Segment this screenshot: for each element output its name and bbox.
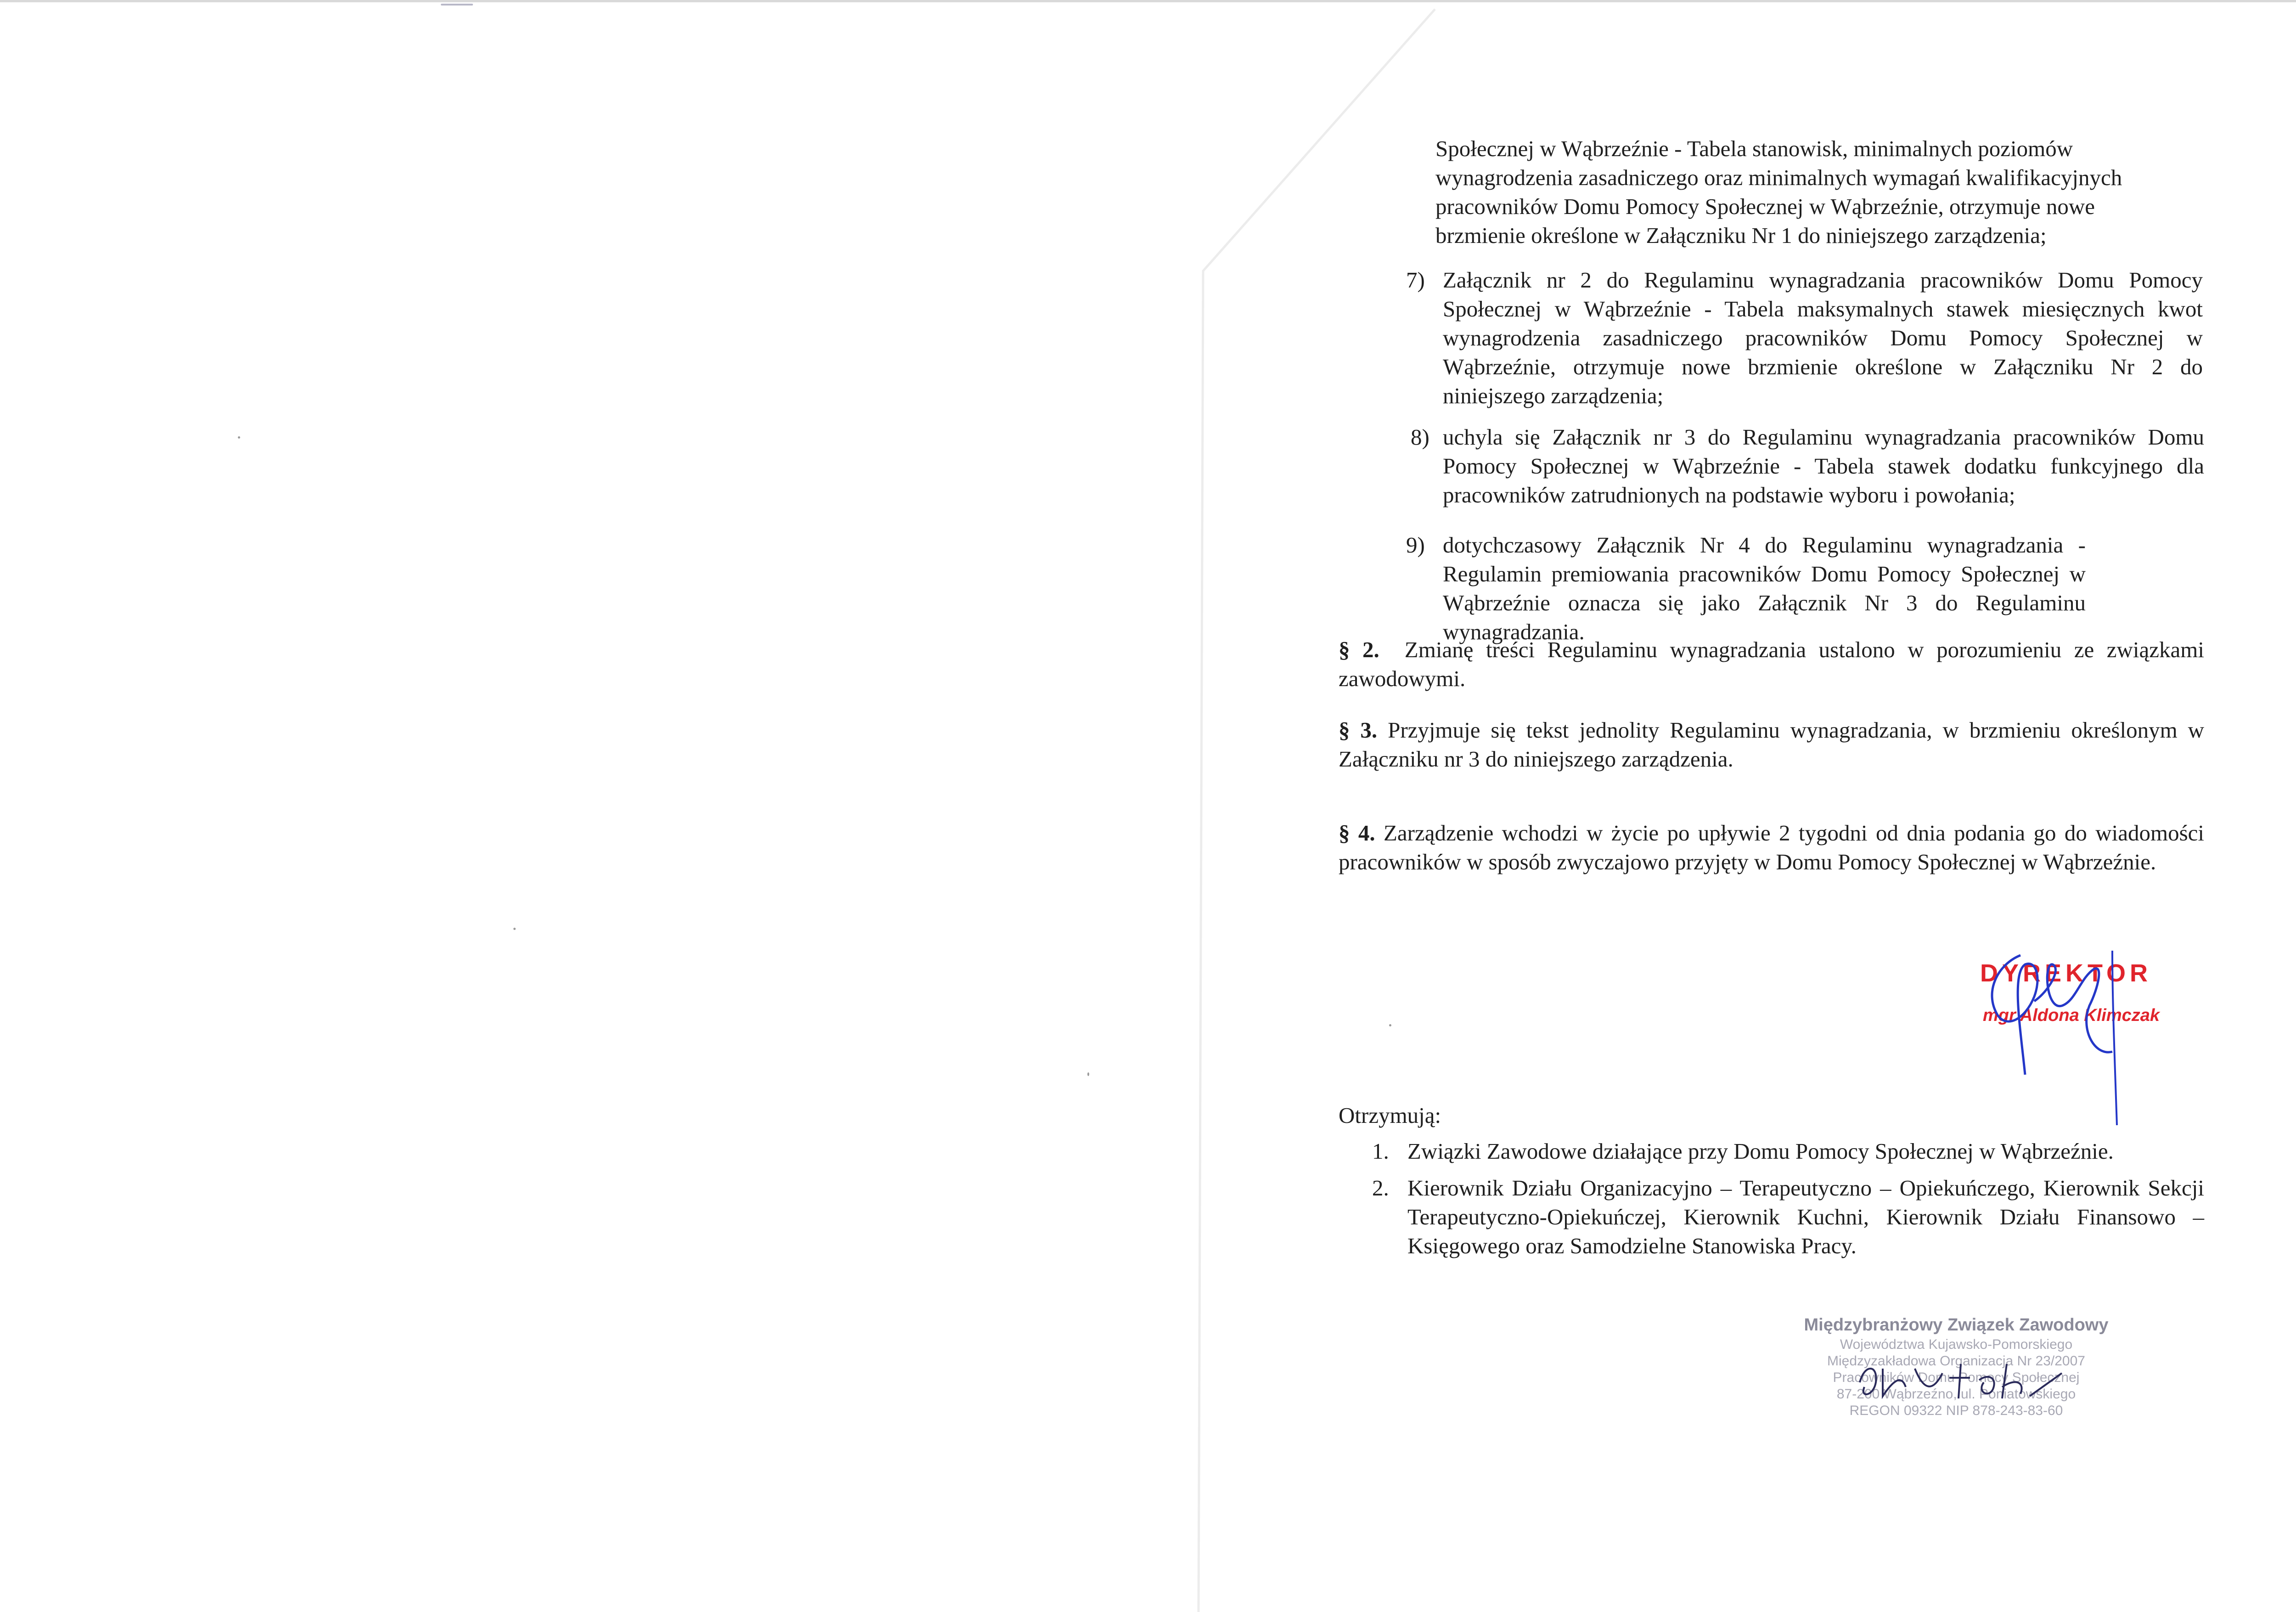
scan-speck xyxy=(441,4,473,6)
recipient-number: 1. xyxy=(1372,1139,1389,1164)
recipient-number: 2. xyxy=(1372,1175,1389,1201)
list-item xyxy=(1406,530,2205,644)
paragraph-4 xyxy=(1339,818,2204,876)
item-number: 9) xyxy=(1406,532,1425,558)
paragraph-mark: § 4. xyxy=(1339,820,1375,845)
list-item xyxy=(1406,265,2205,412)
scan-edge xyxy=(0,0,2296,2)
union-stamp-line: Pracowników Domu Pomocy Społecznej xyxy=(1833,1370,2080,1385)
union-stamp-line: REGON 09322 NIP 878-243-83-60 xyxy=(1849,1403,2063,1418)
director-signature xyxy=(1956,937,2186,1130)
item-number: 8) xyxy=(1411,424,1429,450)
list-item xyxy=(1411,423,2205,514)
union-stamp-line: Międzyzakładowa Organizacja Nr 23/2007 xyxy=(1827,1353,2085,1369)
union-stamp-line: 87-200 Wąbrzeźno, ul. Poniatowskiego xyxy=(1836,1387,2076,1402)
recipient-text: Kierownik Działu Organizacyjno – Terapeutyczno – Opiekuńczego, Kierownik Sekcji Terapeutyczno-Opiekuńczej, Kierownik Kuchni, Kierownik Działu Finansowo – Księgowego oraz Samodzielne Stanowiska Pracy. xyxy=(1407,1175,2204,1258)
intro-line: wynagrodzenia zasadniczego oraz minimalnych wymagań kwalifikacyjnych xyxy=(1435,165,2122,190)
director-stamp-title: DYREKTOR xyxy=(1980,959,2152,987)
paragraph-text: Zarządzenie wchodzi w życie po upływie 2 tygodni od dnia podania go do wiadomości pracowników w sposób zwyczajowo przyjęty w Domu Pomocy Społecznej w Wąbrzeźnie. xyxy=(1339,820,2205,874)
paragraph-2 xyxy=(1339,635,2204,693)
paragraph-text: Przyjmuje się tekst jednolity Regulaminu wynagradzania, w brzmieniu określonym w Załączniku nr 3 do niniejszego zarządzenia. xyxy=(1339,717,2205,772)
scan-speck xyxy=(238,436,240,439)
item-text: Załącznik nr 2 do Regulaminu wynagradzania pracowników Domu Pomocy Społecznej w Wąbrzeźnie - Tabela maksymalnych stawek miesięcznych kwot wynagrodzenia zasadniczego pracowników Domu Pomocy Społecznej w Wąbrzeźnie, otrzymuje nowe brzmienie określone w Załączniku Nr 2 do niniejszego zarządzenia; xyxy=(1443,267,2203,408)
item-text: dotychczasowy Załącznik Nr 4 do Regulaminu wynagradzania - Regulamin premiowania pracowników Domu Pomocy Społecznej w Wąbrzeźnie oznacza się jako Załącznik Nr 3 do Regulaminu wynagradzania. xyxy=(1443,532,2086,644)
recipient-item xyxy=(1372,1137,2208,1169)
scan-speck xyxy=(513,928,516,930)
item-text: uchyla się Załącznik nr 3 do Regulaminu wynagradzania pracowników Domu Pomocy Społecznej w Wąbrzeźnie - Tabela stawek dodatku funkcyjnego dla pracowników zatrudnionych na podstawie wyboru i powołania; xyxy=(1443,424,2204,507)
paragraph-3 xyxy=(1339,716,2204,773)
paragraph-text: Zmianę treści Regulaminu wynagradzania ustalono w porozumieniu ze związkami zawodowymi. xyxy=(1339,637,2205,691)
union-stamp-line: Międzybranżowy Związek Zawodowy xyxy=(1804,1315,2109,1335)
paragraph-mark: § 2. xyxy=(1339,637,1379,662)
recipient-text: Związki Zawodowe działające przy Domu Pomocy Społecznej w Wąbrzeźnie. xyxy=(1407,1139,2114,1164)
recipients-heading: Otrzymują: xyxy=(1339,1103,1441,1128)
scan-speck xyxy=(1087,1072,1089,1076)
scan-speck xyxy=(1389,1024,1391,1026)
intro-text xyxy=(1435,134,2170,250)
paragraph-mark: § 3. xyxy=(1339,717,1378,743)
director-stamp-name: mgr Aldona Klimczak xyxy=(1983,1006,2160,1025)
union-stamp-line: Województwa Kujawsko-Pomorskiego xyxy=(1840,1337,2073,1352)
recipient-item xyxy=(1372,1173,2208,1265)
intro-line: Społecznej w Wąbrzeźnie - Tabela stanowisk, minimalnych poziomów xyxy=(1435,136,2073,161)
item-number: 7) xyxy=(1406,267,1425,293)
intro-line: brzmienie określone w Załączniku Nr 1 do niniejszego zarządzenia; xyxy=(1435,223,2047,248)
handwritten-initials xyxy=(1851,1355,2071,1405)
intro-line: pracowników Domu Pomocy Społecznej w Wąbrzeźnie, otrzymuje nowe xyxy=(1435,194,2095,219)
